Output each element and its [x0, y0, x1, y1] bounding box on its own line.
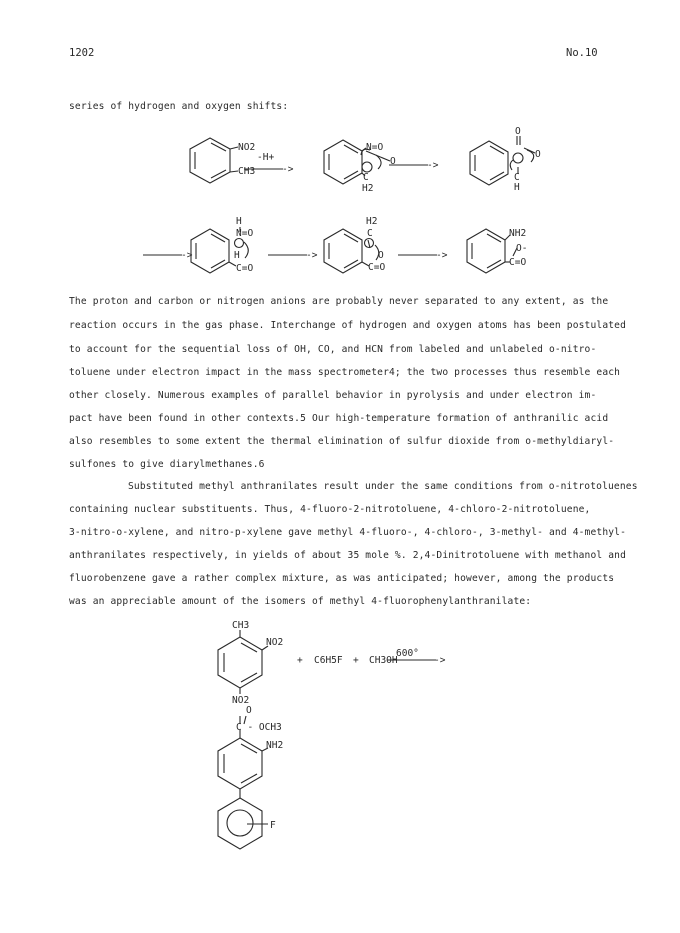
label-o-3: O	[535, 149, 541, 160]
p1-line: to account for the sequential loss of OH, CO, and HCN from labeled and unlabeled o-nitro-	[69, 344, 597, 355]
label-arrow-6: ->	[434, 655, 446, 666]
label-arrow-1: ->	[282, 164, 294, 175]
label-n-eq-o-1: N=O	[366, 142, 384, 153]
label-c-och3: C - OCH3	[236, 722, 282, 733]
label-no2-3: NO2	[232, 695, 250, 706]
p2-line: fluorobenzene gave a rather complex mixture, as was anticipated; however, among the products	[69, 573, 615, 584]
label-h2-2: H2	[366, 216, 378, 227]
p1-line: pact have been found in other contexts.5 Our high-temperature formation of anthranilic acid	[69, 413, 609, 424]
label-o-5: O	[246, 705, 252, 716]
label-n-1: C	[367, 228, 373, 239]
label-h-1: H	[514, 182, 520, 193]
p1-line: sulfones to give diarylmethanes.6	[69, 459, 265, 470]
label-h-plus: -H+	[257, 152, 275, 163]
p2-line: containing nuclear substituents. Thus, 4-fluoro-2-nitrotoluene, 4-chloro-2-nitrotoluene,	[69, 504, 591, 515]
label-h2-1: H2	[362, 183, 374, 194]
label-plus-2: +	[353, 655, 359, 666]
label-plus-1: +	[297, 655, 303, 666]
issue-number: No.10	[566, 47, 598, 59]
label-c-eq-o-1: C=O	[236, 263, 254, 274]
p2-line: 3-nitro-o-xylene, and nitro-p-xylene gave methyl 4-fluoro-, 4-chloro-, 3-methyl- and 4-methyl-	[69, 527, 627, 538]
label-c6h5f: C6H5F	[314, 655, 343, 666]
label-o-2: O	[515, 126, 521, 137]
label-temp: 600°	[396, 648, 419, 659]
label-arrow-3: ->	[181, 250, 193, 261]
label-ch3-2: CH3	[232, 620, 250, 631]
ring-dinitrotoluene	[218, 630, 268, 694]
label-o-1: O	[390, 156, 396, 167]
label-ch3oh: CH3OH	[369, 655, 398, 666]
label-h-2: H	[236, 216, 242, 227]
label-ch3-1: CH3	[238, 166, 256, 177]
label-arrow-5: ->	[436, 250, 448, 261]
page-number: 1202	[69, 47, 95, 59]
label-c-eq-o-2: C=O	[368, 262, 386, 273]
label-n-eq-o-2: N=O	[236, 228, 254, 239]
p1-line: also resembles to some extent the thermal elimination of sulfur dioxide from o-methyldiaryl-	[69, 436, 615, 447]
label-no2-1: NO2	[238, 142, 256, 153]
p2-line: was an appreciable amount of the isomers of methyl 4-fluorophenylanthranilate:	[69, 596, 532, 607]
label-f: F	[270, 820, 276, 831]
label-c-2: C	[514, 172, 520, 183]
p1-line: The proton and carbon or nitrogen anions are probably never separated to any extent, as the	[69, 296, 609, 307]
intro-line: series of hydrogen and oxygen shifts:	[69, 101, 289, 112]
label-no2-2: NO2	[266, 637, 284, 648]
p2-line: anthranilates respectively, in yields of about 35 mole %. 2,4-Dinitrotoluene with methanol and	[69, 550, 627, 561]
label-o-minus: O-	[516, 243, 528, 254]
p1-line: reaction occurs in the gas phase. Interchange of hydrogen and oxygen atoms has been postulated	[69, 320, 627, 331]
p2-line: Substituted methyl anthranilates result under the same conditions from o-nitrotoluenes	[128, 481, 638, 492]
ring-nitrotoluene	[190, 138, 238, 183]
label-c-1: C	[363, 172, 369, 183]
label-nh2-2: NH2	[266, 740, 284, 751]
label-arrow-2: ->	[427, 160, 439, 171]
label-arrow-4: ->	[306, 250, 318, 261]
ring-fluorophenyl	[218, 798, 268, 849]
ring-anion-2	[470, 136, 535, 185]
label-c-eq-o-3: C=O	[509, 257, 527, 268]
p1-line: other closely. Numerous examples of parallel behavior in pyrolysis and under electron im-	[69, 390, 597, 401]
label-o-4: O	[378, 250, 384, 261]
label-h-3: H	[234, 250, 240, 261]
p1-line: toluene under electron impact in the mass spectrometer4; the two processes thus resemble each	[69, 367, 621, 378]
label-nh2-1: NH2	[509, 228, 527, 239]
